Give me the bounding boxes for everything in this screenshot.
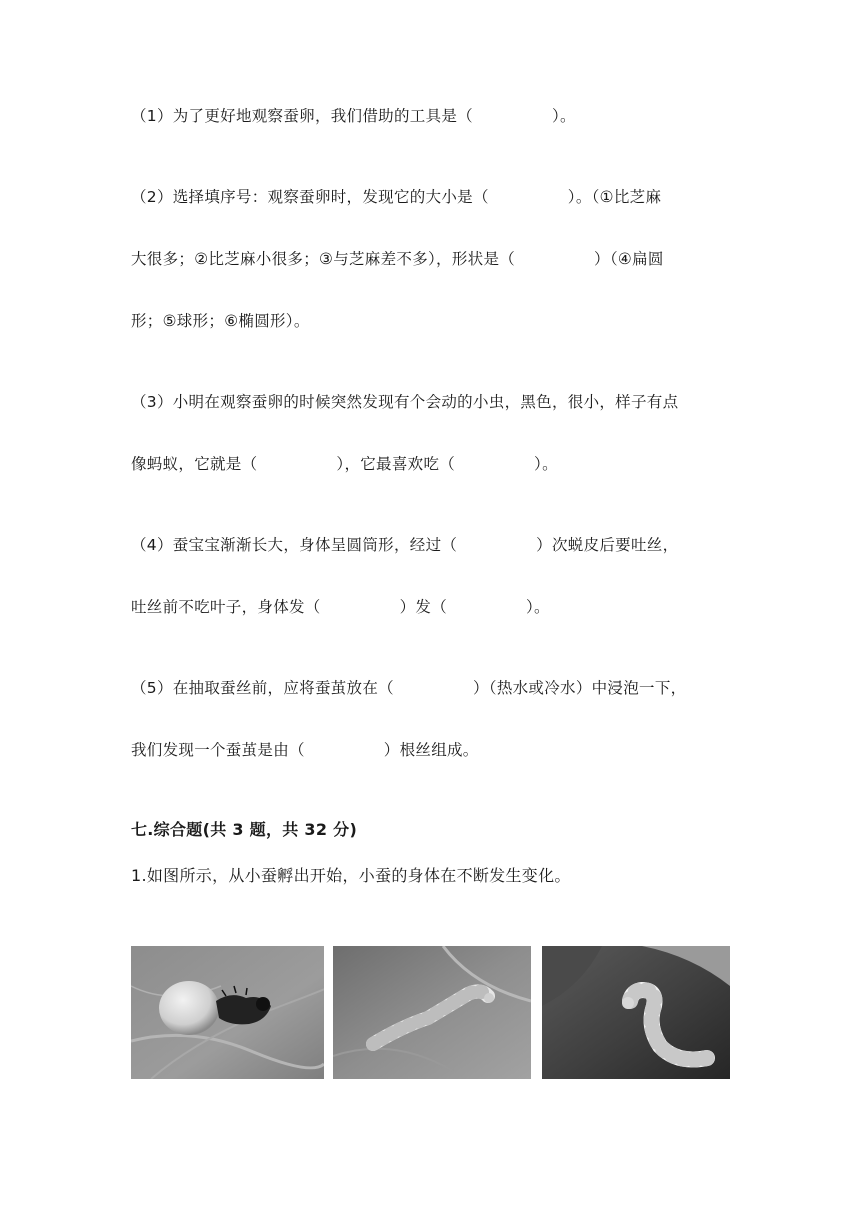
grown-silkworm-photo	[542, 946, 730, 1079]
fill-in-question-4-line-1: （4）蚕宝宝渐渐长大，身体呈圆筒形，经过（ ）次蜕皮后要吐丝，	[131, 536, 679, 554]
fill-in-question-4-line-2: 吐丝前不吃叶子，身体发（ ）发（ ）。	[131, 598, 550, 616]
fill-in-question-5-line-2: 我们发现一个蚕茧是由（ ）根丝组成。	[131, 741, 479, 759]
fill-in-question-2-line-3: 形；⑤球形；⑥椭圆形）。	[131, 312, 310, 330]
fill-in-question-1: （1）为了更好地观察蚕卵，我们借助的工具是（ ）。	[131, 107, 576, 125]
section-heading: 七.综合题(共 3 题，共 32 分)	[131, 820, 358, 839]
fill-in-question-5-line-1: （5）在抽取蚕丝前，应将蚕茧放在（ ）（热水或冷水）中浸泡一下，	[131, 679, 687, 697]
silkworm-hatching-photo	[131, 946, 324, 1079]
fill-in-question-2-line-2: 大很多；②比芝麻小很多；③与芝麻差不多），形状是（ ）（④扁圆	[131, 250, 664, 268]
fill-in-question-2-line-1: （2）选择填序号：观察蚕卵时，发现它的大小是（ ）。（①比芝麻	[131, 188, 662, 206]
fill-in-question-3-line-1: （3）小明在观察蚕卵的时候突然发现有个会动的小虫，黑色，很小，样子有点	[131, 393, 679, 411]
silkworm-photo-strip	[131, 946, 730, 1079]
comprehensive-question-1: 1.如图所示，从小蚕孵出开始，小蚕的身体在不断发生变化。	[131, 866, 571, 885]
young-silkworm-photo	[333, 946, 531, 1079]
fill-in-question-3-line-2: 像蚂蚁，它就是（ ），它最喜欢吃（ ）。	[131, 455, 558, 473]
